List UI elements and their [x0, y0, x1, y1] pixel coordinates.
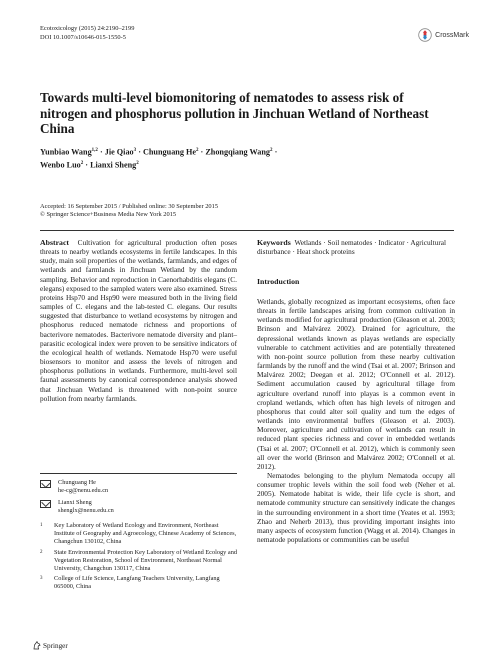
envelope-icon — [40, 480, 51, 488]
author-name: Jie Qiao — [104, 147, 134, 157]
affiliation-item — [40, 549, 237, 573]
affiliation-text: Key Laboratory of Wetland Ecology and Environment, Northeast Institute of Geography and Agroecology, Chinese Academy of Sciences, Changchun 130102, China — [54, 522, 237, 545]
abstract-text: Cultivation for agricultural production often poses threats to nearby wetlands ecosystems in fertile landscapes. In this study, main soil properties of the wetlands, farmlands, and edges of wetlands and farmlands in Jinchuan Wetland by the random sampling. Behavior and reproduction in Caenorhabditis elegans (C. elegans) exposed to the sampled waters were also examined. Stress proteins Hsp70 and Hsp90 were measured both in the living field samples of C. elegans and the lab-tested C. elegans. Our results suggested that disturbance to wetland ecosystems by nitrogen and phosphorus reduced nematode richness and proportions of bacterivore nematodes. Bacterivore nematode diversity and plant–parasitic ecological index were proven to be sensitive indicators of the ecological health of wetlands. Nematode Hsp70 were useful biosensors to monitor and assess the levels of nitrogen and phosphorus pollutions in wetlands. Furthermore, multi-level soil faunal assessments by canonical correspondence analysis showed that Jinchuan Wetland is threatened with non-point source pollution from nearby farmlands. — [40, 238, 237, 403]
affiliation-number: 1 — [40, 523, 43, 528]
publisher-logo — [33, 641, 68, 650]
copyright-line: © Springer Science+Business Media New York 2015 — [40, 211, 177, 218]
article-dates: Accepted: 16 September 2015 / Published online: 30 September 2015 — [40, 203, 219, 210]
affiliation-text: College of Life Science, Langfang Teachers University, Langfang 065000, China — [54, 575, 220, 591]
contact-email[interactable]: shenglx@nenu.edu.cn — [58, 506, 114, 514]
crossmark-badge[interactable] — [418, 28, 469, 42]
contact-email[interactable]: he-cg@nenu.edu.cn — [58, 486, 109, 494]
author-list — [40, 145, 460, 170]
section-heading-introduction: Introduction — [257, 277, 300, 286]
author-name: Lianxi Sheng — [90, 160, 137, 170]
abstract — [40, 238, 237, 403]
intro-paragraph-1: Wetlands, globally recognized as important ecosystems, often face threats in fertile landscapes arising from common cultivation in wetlands modified for agricultural production (Gleason et al. 2003; Brinson and Malvárez 2002). Drained for agriculture, the depressional wetlands known as playas wetlands are especially vulnerable to catchment activities and are potentially threatened with non-point source pollution from these nearby cultivation farmlands by the runoff and the wind (Tsai et al. 2007; Brinson and Malvárez 2002; Deegan et al. 2012; O'Connell et al. 2012). Sediment accumulation caused by agricultural tillage from agriculture overland runoff into playas is a common event in cropland wetlands, which often has high levels of nitrogen and phosphorus that could alter soil quality and turn the edges of wetlands into environmental buffers (Gleason et al. 2003). Moreover, agriculture and cultivation of wetlands can result in reduced plant species richness and cover in embedded wetlands (Tsai et al. 2007; O'Connell et al. 2012), which is commonly seen all over the world (Brinson and Malvárez 2002; O'Connell et al. 2012). — [257, 297, 455, 471]
paper-title: Towards multi-level biomonitoring of nematodes to assess risk of nitrogen and phosphorus pollution in Jinchuan Wetland of Northeast China — [40, 90, 429, 137]
keywords — [257, 238, 455, 256]
author-name: Zhongqiang Wang — [205, 147, 271, 157]
contact-entry — [40, 499, 237, 515]
affiliations — [40, 522, 237, 594]
keywords-text: Wetlands · Soil nematodes · Indicator · Agricultural disturbance · Heat shock proteins — [257, 238, 447, 257]
author-name: Yunbiao Wang — [40, 147, 92, 157]
publisher-name: Springer — [43, 641, 68, 650]
crossmark-label: CrossMark — [435, 31, 469, 39]
contact-entry — [40, 479, 237, 495]
footnote-rule — [40, 473, 237, 474]
correspondence — [40, 479, 237, 519]
introduction-body — [257, 297, 455, 544]
author-name: Chunguang He — [142, 147, 196, 157]
keywords-label: Keywords — [257, 238, 291, 247]
authors-line-1: Yunbiao Wang$^{1,2}$ · Jie Qiao$^3$ · Chunguang $He^2$ · Zhongqiang Wang$^2$ · — [40, 147, 278, 157]
doi: DOI 10.1007/s10646-015-1550-5 — [40, 34, 126, 41]
header-rule — [40, 230, 454, 231]
affiliation-text: State Environmental Protection Key Laboratory of Wetland Ecology and Vegetation Restoration, School of Environment, Northeast Normal University, Changchun 130117, China — [54, 548, 237, 572]
journal-citation: Ecotoxicology (2015) 24:2190–2199 — [40, 25, 135, 32]
affiliation-item — [40, 522, 237, 546]
authors-line-2: Wenbo Luo$^2$ · Lianxi Sheng$^2$ — [40, 160, 139, 170]
intro-paragraph-2: Nematodes belonging to the phylum Nematoda occupy all consumer trophic levels within the soil food web (Neher et al. 2005). Nematode habitat is wide, their life cycle is short, and nematode community structure can sensitively indicate the changes in the surrounding environment in a short time (Yeates et al. 1993; Zhao and Neherb 2013), thus providing important insights into many aspects of ecosystem function (Wagg et al. 2014). Changes in nematode populations or communities can be useful — [257, 470, 455, 545]
envelope-icon — [40, 500, 51, 508]
abstract-label: Abstract — [40, 238, 70, 247]
springer-horse-icon — [33, 641, 41, 650]
author-name: Wenbo Luo — [40, 160, 81, 170]
affiliation-number: 2 — [40, 549, 43, 555]
affiliation-item — [40, 575, 237, 591]
crossmark-icon — [418, 28, 432, 42]
contact-name: Lianxi Sheng — [58, 498, 92, 506]
affiliation-number: 3 — [40, 576, 43, 582]
contact-name: Chunguang He — [58, 479, 96, 486]
